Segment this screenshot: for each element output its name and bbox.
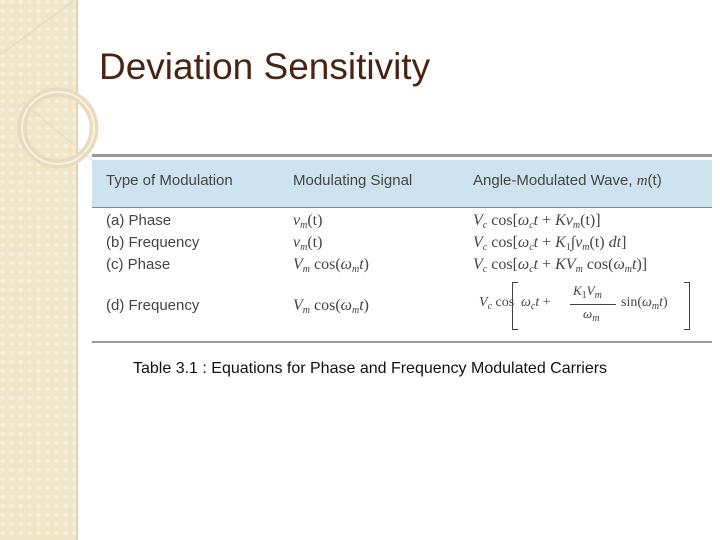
table-row-d-signal: $V_m$ $\cos(\omega_mt)$ xyxy=(293,297,369,316)
table-row-c-signal: $V_m$ $\cos(\omega_mt)$ xyxy=(293,256,369,275)
table-row-a-wave: $V_c$ $\cos[\omega_ct + Kv_m(t)]$ xyxy=(473,212,601,231)
table-row-c-type: (c) Phase xyxy=(106,256,171,273)
table-top-rule xyxy=(92,154,712,157)
table-row-a-type: (a) Phase xyxy=(106,212,172,229)
table-row-a-signal: $v_m(t)$ xyxy=(293,212,323,231)
slide-title: Deviation Sensitivity xyxy=(99,46,431,87)
fm-numerator: $K_1V_m$ xyxy=(573,283,602,301)
header-angle-modulated-wave: Angle-Modulated Wave, m(t) xyxy=(473,172,662,189)
fm-amplitude: $V_c$ cos xyxy=(479,295,515,312)
table-bottom-rule xyxy=(92,341,712,343)
table-row-b-signal: $v_m(t)$ xyxy=(293,234,323,253)
header-type-of-modulation: Type of Modulation xyxy=(106,172,233,189)
table-row-c-wave: $V_c$ $\cos[\omega_ct + KV_m$ $\cos(\omega_mt)$] xyxy=(473,256,648,275)
fm-denominator: $\omega_m$ xyxy=(583,306,600,324)
header-modulating-signal: Modulating Signal xyxy=(293,172,413,189)
table-row-b-type: (b) Frequency xyxy=(106,234,200,251)
fm-left-bracket xyxy=(512,282,518,330)
table-row-b-wave: $V_c$ $\cos[\omega_ct + K_1\int v_m(t)$ dt] xyxy=(473,234,627,253)
table-row-d-wave xyxy=(479,280,694,332)
table-caption: Table 3.1 : Equations for Phase and Frequency Modulated Carriers xyxy=(133,360,608,377)
fm-sine-term: $\sin(\omega_mt)$ xyxy=(621,295,668,312)
table-row-d-type: (d) Frequency xyxy=(106,297,200,314)
fm-fraction-line xyxy=(570,304,616,305)
fm-carrier-term: $\omega_ct$ + xyxy=(521,295,551,312)
table-header-rule xyxy=(92,207,712,208)
fm-right-bracket xyxy=(684,282,690,330)
modulation-equations-table xyxy=(92,152,712,344)
